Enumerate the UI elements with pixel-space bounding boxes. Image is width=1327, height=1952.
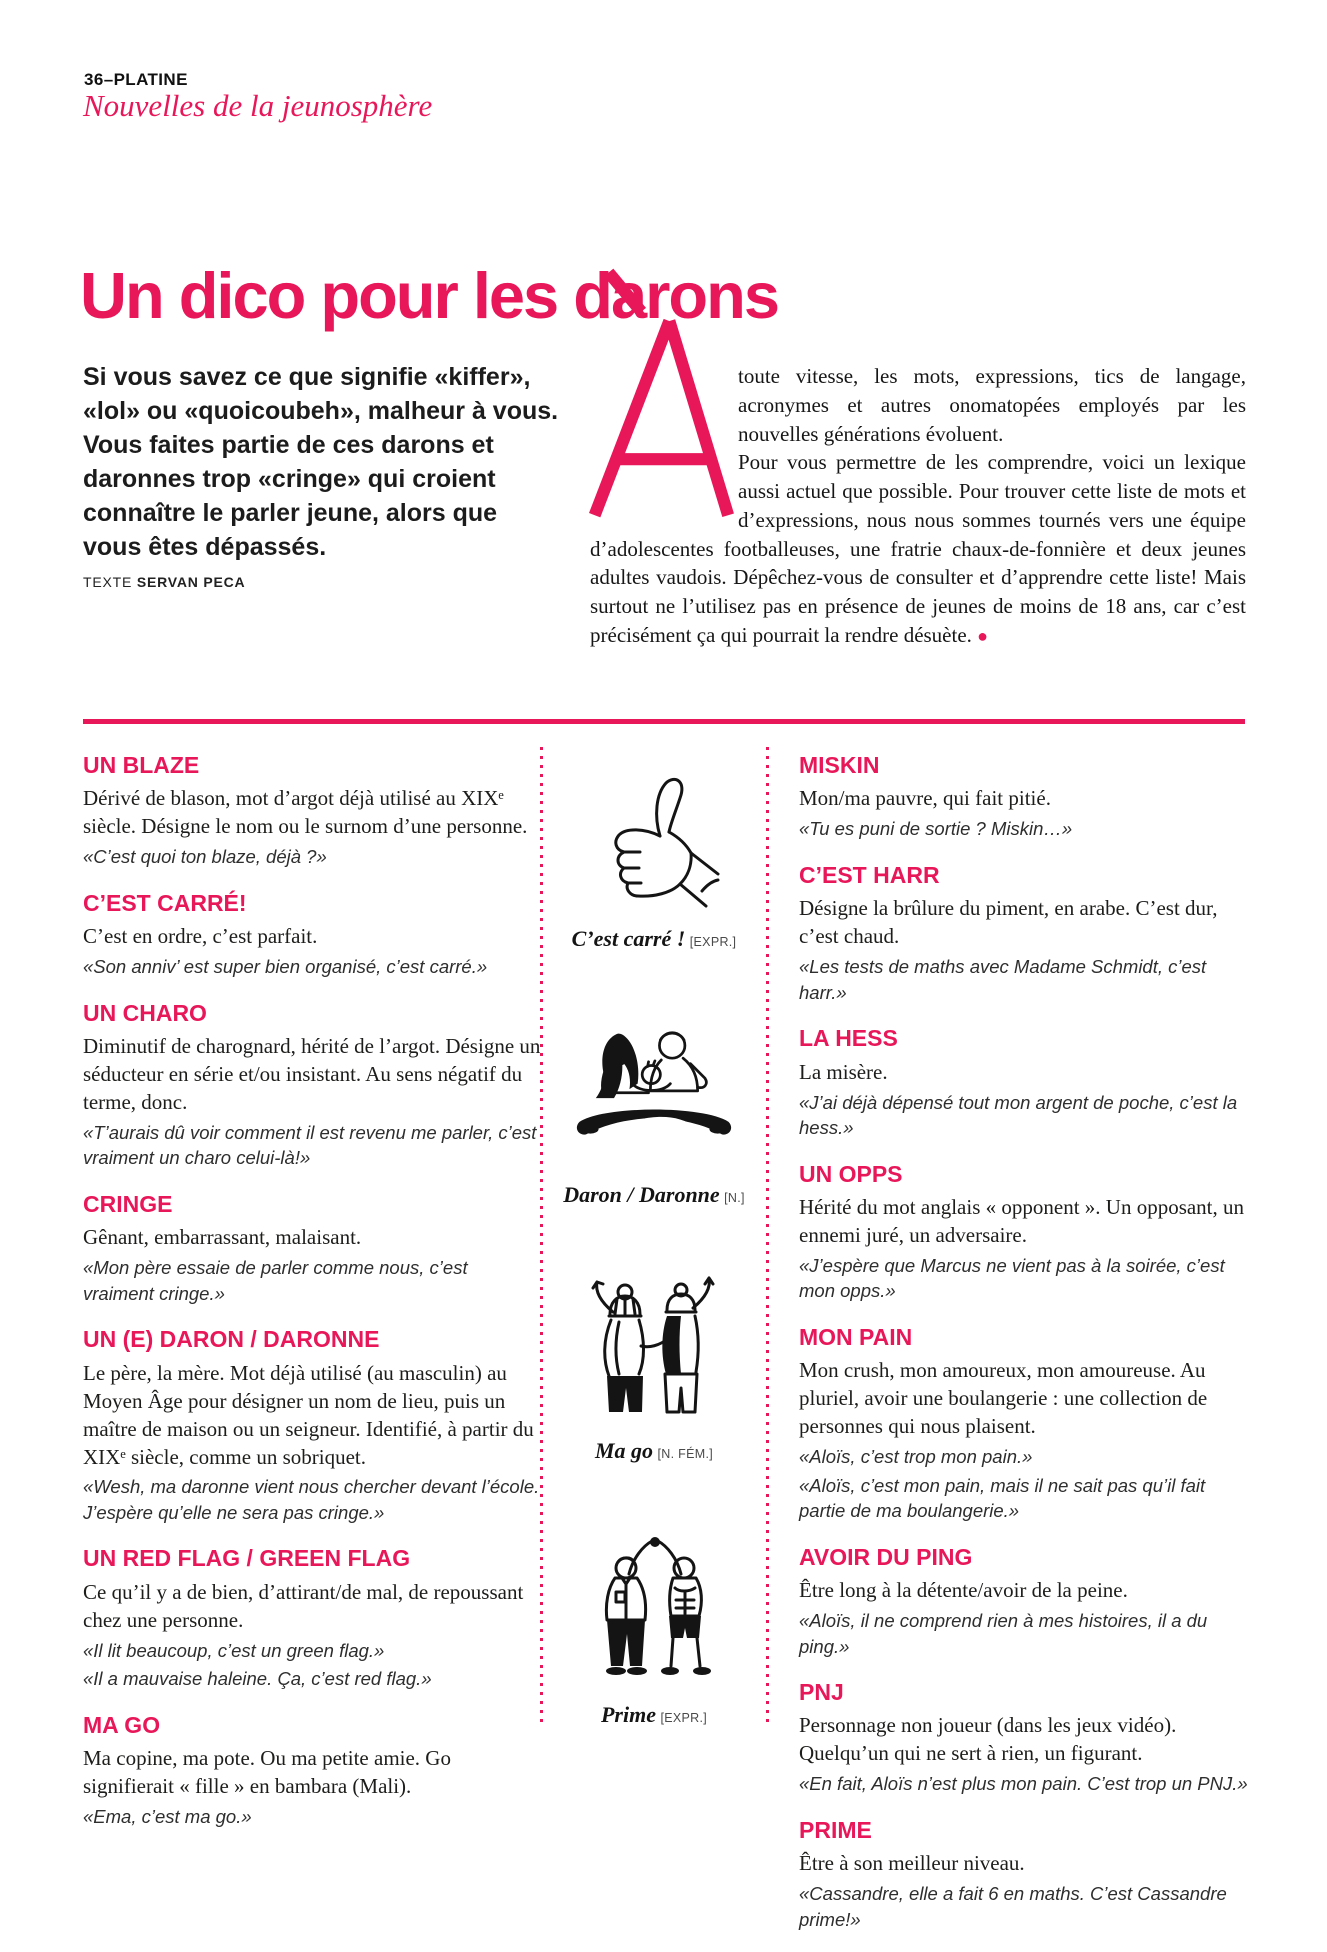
figure-caption	[595, 1438, 713, 1464]
section-divider-rule	[83, 719, 1245, 724]
definition: Ma copine, ma pote. Ou ma petite amie. Go signifierait « fille » en bambara (Mali).	[83, 1746, 451, 1799]
term: MON PAIN	[799, 1323, 913, 1350]
paragraph-text: Pour vous permettre de les comprendre, voici un lexique aussi actuel que possible. Pour trouver cette liste de mots et d’expressions, nous nous sommes tournés vers une équipe d’adolescentes footballeuses, une fratrie chaux-de-fonnière et deux jeunes adultes vaudois. Dépêchez-vous de consulter et d’apprendre cette liste! Mais surtout ne l’utilisez pas en présence de jeunes de moins de 18 ans, car c’est précisément ça qui pourrait la rendre désuète.	[590, 450, 1246, 647]
lexicon-entry	[83, 1545, 541, 1691]
definition: Mon crush, mon amoureux, mon amoureuse. Au pluriel, avoir une boulangerie : une collection de personnes qui nous plaisent.	[799, 1358, 1208, 1439]
term: C’EST HARR	[799, 861, 940, 888]
term: C’EST CARRÉ!	[83, 889, 247, 916]
dropcap-letter-a-grave	[590, 362, 730, 534]
byline-label: TEXTE	[83, 574, 133, 590]
article-standfirst: Si vous savez ce que signifie «kiffer», «lol» ou «quoicoubeh», malheur à vous. Vous faites partie de ces darons et daronnes trop «cringe» qui croient connaître le parler jeune, alors que vous êtes dépassés.	[83, 363, 559, 561]
lexicon-entry	[799, 1679, 1251, 1797]
definition: Mon/ma pauvre, qui fait pitié.	[799, 786, 1051, 811]
example: «J’espère que Marcus ne vient pas à la soirée, c’est mon opps.»	[799, 1254, 1225, 1302]
article-body	[590, 362, 1246, 650]
definition: Être à son meilleur niveau.	[799, 1851, 1025, 1876]
illustration-column	[556, 762, 752, 1728]
example: «Cassandre, elle a fait 6 en maths. C’est Cassandre prime!»	[799, 1883, 1227, 1930]
winner-illustration	[556, 1532, 752, 1690]
section-title: Nouvelles de la jeunosphère	[83, 88, 433, 123]
paragraph-text: toute vitesse, les mots, expressions, tics de langage, acronymes et autres onomatopées employés par les nouvelles générations évoluent.	[738, 364, 1246, 446]
lexicon-entry	[83, 1712, 541, 1830]
example: «Il lit beaucoup, c’est un green flag.»	[83, 1639, 385, 1661]
term: LA HESS	[799, 1025, 898, 1052]
example: «C’est quoi ton blaze, déjà ?»	[83, 846, 327, 868]
lexicon-entry	[799, 862, 1251, 1005]
term: AVOIR DU PING	[799, 1543, 973, 1570]
term: UN RED FLAG / GREEN FLAG	[83, 1545, 411, 1572]
term: PRIME	[799, 1816, 872, 1843]
example: «Ema, c’est ma go.»	[83, 1806, 252, 1828]
example: «T’aurais dû voir comment il est revenu me parler, c’est vraiment un charo celui-là!»	[83, 1121, 537, 1169]
example: «Aloïs, c’est trop mon pain.»	[799, 1446, 1033, 1468]
lexicon-entry	[83, 1000, 541, 1171]
lexicon-entry	[799, 1544, 1251, 1659]
lexicon-column-right	[799, 752, 1251, 1952]
term: CRINGE	[83, 1190, 173, 1217]
term: MISKIN	[799, 752, 880, 778]
example: «Aloïs, c’est mon pain, mais il ne sait pas qu’il fait partie de ma boulangerie.»	[799, 1474, 1206, 1522]
definition: C’est en ordre, c’est parfait.	[83, 924, 318, 949]
definition: Désigne la brûlure du piment, en arabe. C’est dur, c’est chaud.	[799, 896, 1218, 949]
family-illustration	[556, 1020, 752, 1170]
lexicon-entry	[799, 1025, 1251, 1140]
article-title: Un dico pour les darons	[80, 258, 778, 332]
figure-prime	[556, 1532, 752, 1728]
definition: Diminutif de charognard, hérité de l’argot. Désigne un séducteur en série et/ou insistant. Au sens négatif du terme, donc.	[83, 1034, 541, 1114]
definition: Le père, la mère. Mot déjà utilisé (au masculin) au Moyen Âge pour désigner un nom de lieu, puis un maître de maison ou un seigneur. Identifié, à partir du XIXᵉ siècle, comme un sobriquet.	[83, 1360, 534, 1469]
definition: Hérité du mot anglais « opponent ». Un opposant, un ennemi juré, un adversaire.	[799, 1195, 1245, 1247]
friends-illustration	[556, 1276, 752, 1426]
lexicon-entry	[83, 752, 541, 870]
lexicon-entry	[83, 1191, 541, 1306]
example: «Tu es puni de sortie ? Miskin…»	[799, 818, 1073, 840]
dotted-divider-right	[766, 747, 769, 1725]
page-kicker: 36–PLATINE	[84, 70, 188, 89]
term: UN CHARO	[83, 999, 207, 1026]
figure-daron-daronne	[556, 1020, 752, 1208]
definition: Dérivé de blason, mot d’argot déjà utilisé au XIXᵉ siècle. Désigne le nom ou le surnom d’une personne.	[83, 786, 528, 839]
definition: Être long à la détente/avoir de la peine.	[799, 1578, 1128, 1603]
thumbs-up-illustration	[556, 762, 752, 914]
definition: Gênant, embarrassant, malaisant.	[83, 1225, 362, 1250]
figure-caption	[601, 1702, 707, 1728]
example: «Mon père essaie de parler comme nous, c’est vraiment cringe.»	[83, 1257, 468, 1304]
end-mark: ●	[977, 625, 989, 646]
definition: La misère.	[799, 1059, 888, 1084]
term: PNJ	[799, 1679, 844, 1706]
lexicon-entry	[799, 1324, 1251, 1524]
figure-tag: [EXPR.]	[689, 935, 737, 949]
example: «En fait, Aloïs n’est plus mon pain. C’est trop un PNJ.»	[799, 1773, 1248, 1795]
lexicon-entry	[83, 890, 541, 980]
example: «Wesh, ma daronne vient nous chercher devant l’école. J’espère qu’elle ne sera pas cringe.»	[83, 1476, 540, 1523]
lexicon-entry	[83, 1326, 541, 1525]
example: «Il a mauvaise haleine. Ça, c’est red flag.»	[83, 1668, 432, 1690]
figure-tag: [N. FÉM.]	[657, 1447, 713, 1461]
figure-tag: [EXPR.]	[660, 1711, 707, 1725]
figure-cest-carre	[556, 762, 752, 952]
figure-ma-go	[556, 1276, 752, 1464]
lexicon-entry	[799, 752, 1251, 842]
figure-label: Ma go	[595, 1438, 654, 1463]
example: «Aloïs, il ne comprend rien à mes histoires, il a du ping.»	[799, 1610, 1208, 1657]
example: «Son anniv’ est super bien organisé, c’est carré.»	[83, 956, 488, 978]
figure-caption	[563, 1182, 745, 1208]
lexicon-entry	[799, 1817, 1251, 1932]
example: «Les tests de maths avec Madame Schmidt, c’est harr.»	[799, 956, 1207, 1003]
definition: Personnage non joueur (dans les jeux vidéo). Quelqu’un qui ne sert à rien, un figurant.	[799, 1713, 1177, 1766]
term: UN OPPS	[799, 1160, 903, 1187]
example: «J’ai déjà dépensé tout mon argent de poche, c’est la hess.»	[799, 1091, 1238, 1139]
byline-name: SERVAN PECA	[136, 574, 246, 590]
byline	[83, 574, 245, 590]
figure-label: Prime	[600, 1702, 656, 1727]
lexicon-entry	[799, 1161, 1251, 1304]
definition: Ce qu’il y a de bien, d’attirant/de mal, de repoussant chez une personne.	[83, 1579, 524, 1632]
lexicon-column-left	[83, 752, 541, 1850]
figure-caption	[572, 926, 737, 952]
term: MA GO	[83, 1711, 161, 1738]
figure-tag: [N.]	[724, 1191, 745, 1205]
term: UN (E) DARON / DARONNE	[83, 1326, 380, 1353]
figure-label: C’est carré !	[571, 926, 686, 951]
figure-label: Daron / Daronne	[563, 1182, 720, 1207]
term: UN BLAZE	[83, 752, 200, 778]
